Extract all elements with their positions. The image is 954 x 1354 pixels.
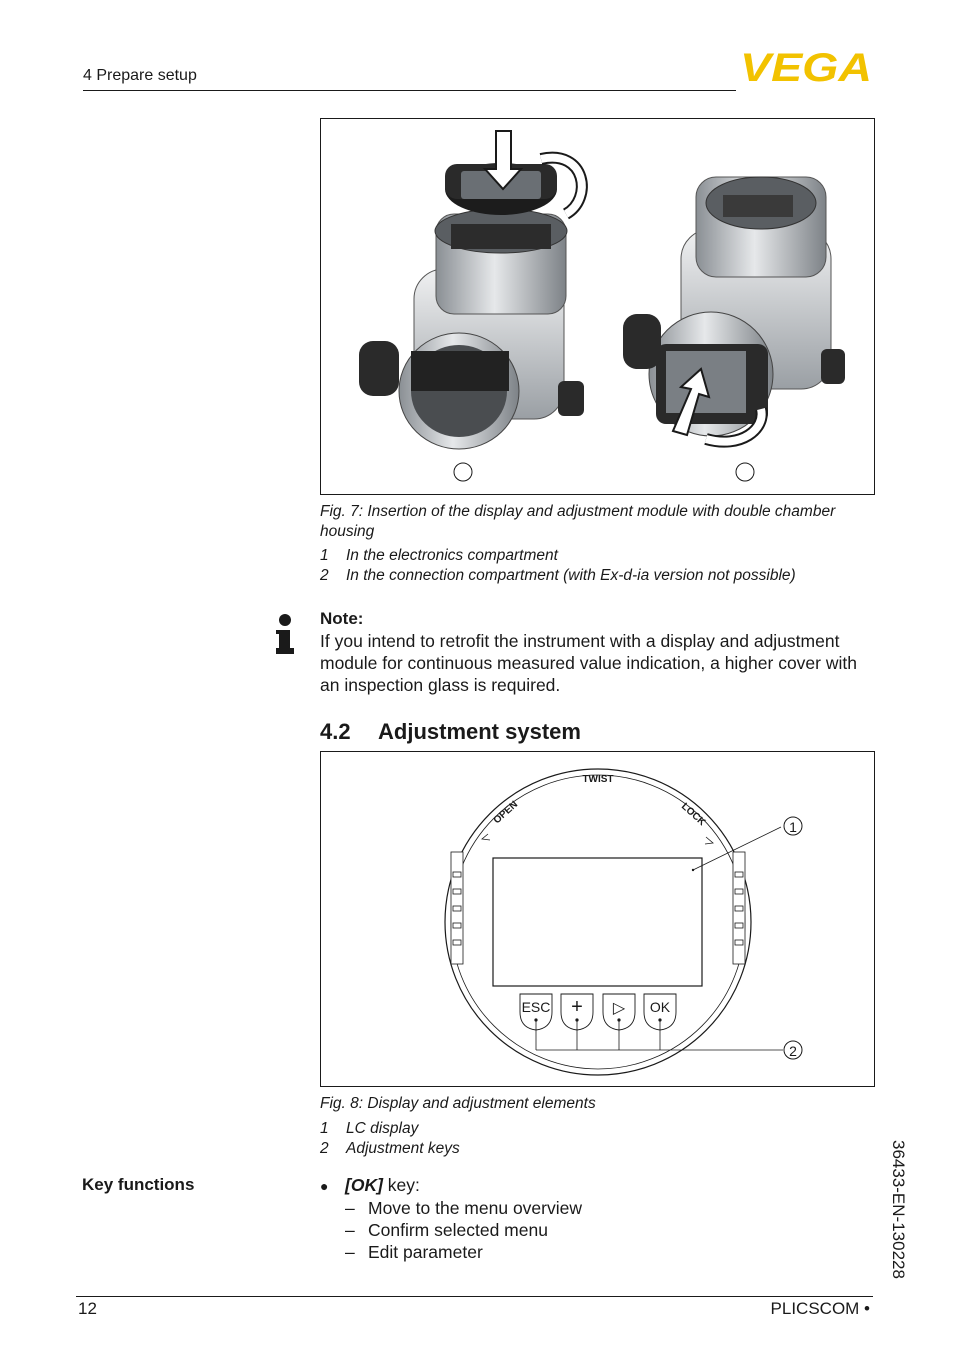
bullet-item <box>320 1174 582 1197</box>
dash-item-text: Move to the menu overview <box>368 1198 582 1218</box>
note-line: If you intend to retrofit the instrument with a display and adjustment <box>320 631 840 651</box>
legend-item <box>320 1119 460 1139</box>
bullet-dot-icon: ● <box>320 1178 329 1194</box>
section-heading <box>320 719 581 745</box>
footer-rule <box>76 1296 873 1297</box>
legend-text: Adjustment keys <box>346 1140 460 1157</box>
svg-text:VEGA: VEGA <box>740 50 872 84</box>
dash-item-text: Confirm selected menu <box>368 1220 548 1240</box>
callout-2-label: 2 <box>789 1043 797 1059</box>
figure-7-illustration <box>321 119 874 494</box>
figure-7-caption <box>320 502 880 542</box>
legend-text: In the electronics compartment <box>346 547 558 564</box>
dash-item <box>320 1197 582 1219</box>
document-number: 36433-EN-130228 <box>889 1140 908 1279</box>
figure-7-caption-line-1: Fig. 7: Insertion of the display and adjustment module with double chamber <box>320 503 836 520</box>
legend-item <box>320 546 796 566</box>
figure-8-illustration <box>321 752 874 1086</box>
product-name: PLICSCOM • <box>770 1299 870 1318</box>
legend-item <box>320 1139 460 1159</box>
page-number: 12 <box>78 1299 97 1318</box>
esc-key-label: ESC <box>521 999 551 1015</box>
legend-number: 2 <box>320 1140 329 1157</box>
note-title: Note: <box>320 609 364 628</box>
arrow-right-icon <box>705 837 713 844</box>
housing-right <box>623 177 845 442</box>
key-functions-list <box>320 1174 582 1263</box>
figure-7-box <box>320 118 875 495</box>
figure-8-legend <box>320 1119 460 1159</box>
legend-number: 1 <box>320 547 329 564</box>
lc-display <box>493 858 702 986</box>
figure-7-legend <box>320 546 796 586</box>
next-key-label: ▷ <box>612 1000 626 1017</box>
callout-circle-1 <box>454 463 472 481</box>
dash-icon: – <box>345 1242 355 1262</box>
callout-circle-2 <box>736 463 754 481</box>
dash-item <box>320 1219 582 1241</box>
dash-item <box>320 1241 582 1263</box>
dash-icon: – <box>345 1198 355 1218</box>
vega-logo <box>740 50 874 84</box>
bullet-suffix: key: <box>382 1175 420 1195</box>
info-icon <box>274 614 296 656</box>
note-body <box>320 630 880 696</box>
ok-key-label: OK <box>649 999 671 1015</box>
section-title: Adjustment system <box>378 719 581 744</box>
note-line: module for continuous measured value indication, a higher cover with <box>320 653 857 673</box>
housing-left <box>359 131 584 449</box>
legend-text: In the connection compartment (with Ex-d-ia version not possible) <box>346 567 796 584</box>
running-header: 4 Prepare setup <box>83 67 197 84</box>
twist-label: TWIST <box>582 774 614 785</box>
ok-key-name: [OK] <box>345 1175 383 1195</box>
note-line: an inspection glass is required. <box>320 675 561 695</box>
header-rule <box>83 90 736 91</box>
open-label: OPEN <box>491 799 521 827</box>
legend-number: 1 <box>320 1120 329 1137</box>
figure-8-box <box>320 751 875 1087</box>
plus-key-label: + <box>571 996 583 1018</box>
legend-number: 2 <box>320 567 329 584</box>
dash-item-text: Edit parameter <box>368 1242 483 1262</box>
section-number: 4.2 <box>320 719 351 744</box>
dash-icon: – <box>345 1220 355 1240</box>
callout-1-label: 1 <box>789 819 797 835</box>
key-functions-label: Key functions <box>82 1175 195 1194</box>
lock-label: LOCK <box>678 801 708 829</box>
figure-8-caption: Fig. 8: Display and adjustment elements <box>320 1095 596 1112</box>
legend-item <box>320 566 796 586</box>
arrow-left-icon <box>482 834 490 840</box>
legend-text: LC display <box>346 1120 419 1137</box>
figure-7-caption-line-2: housing <box>320 523 375 540</box>
